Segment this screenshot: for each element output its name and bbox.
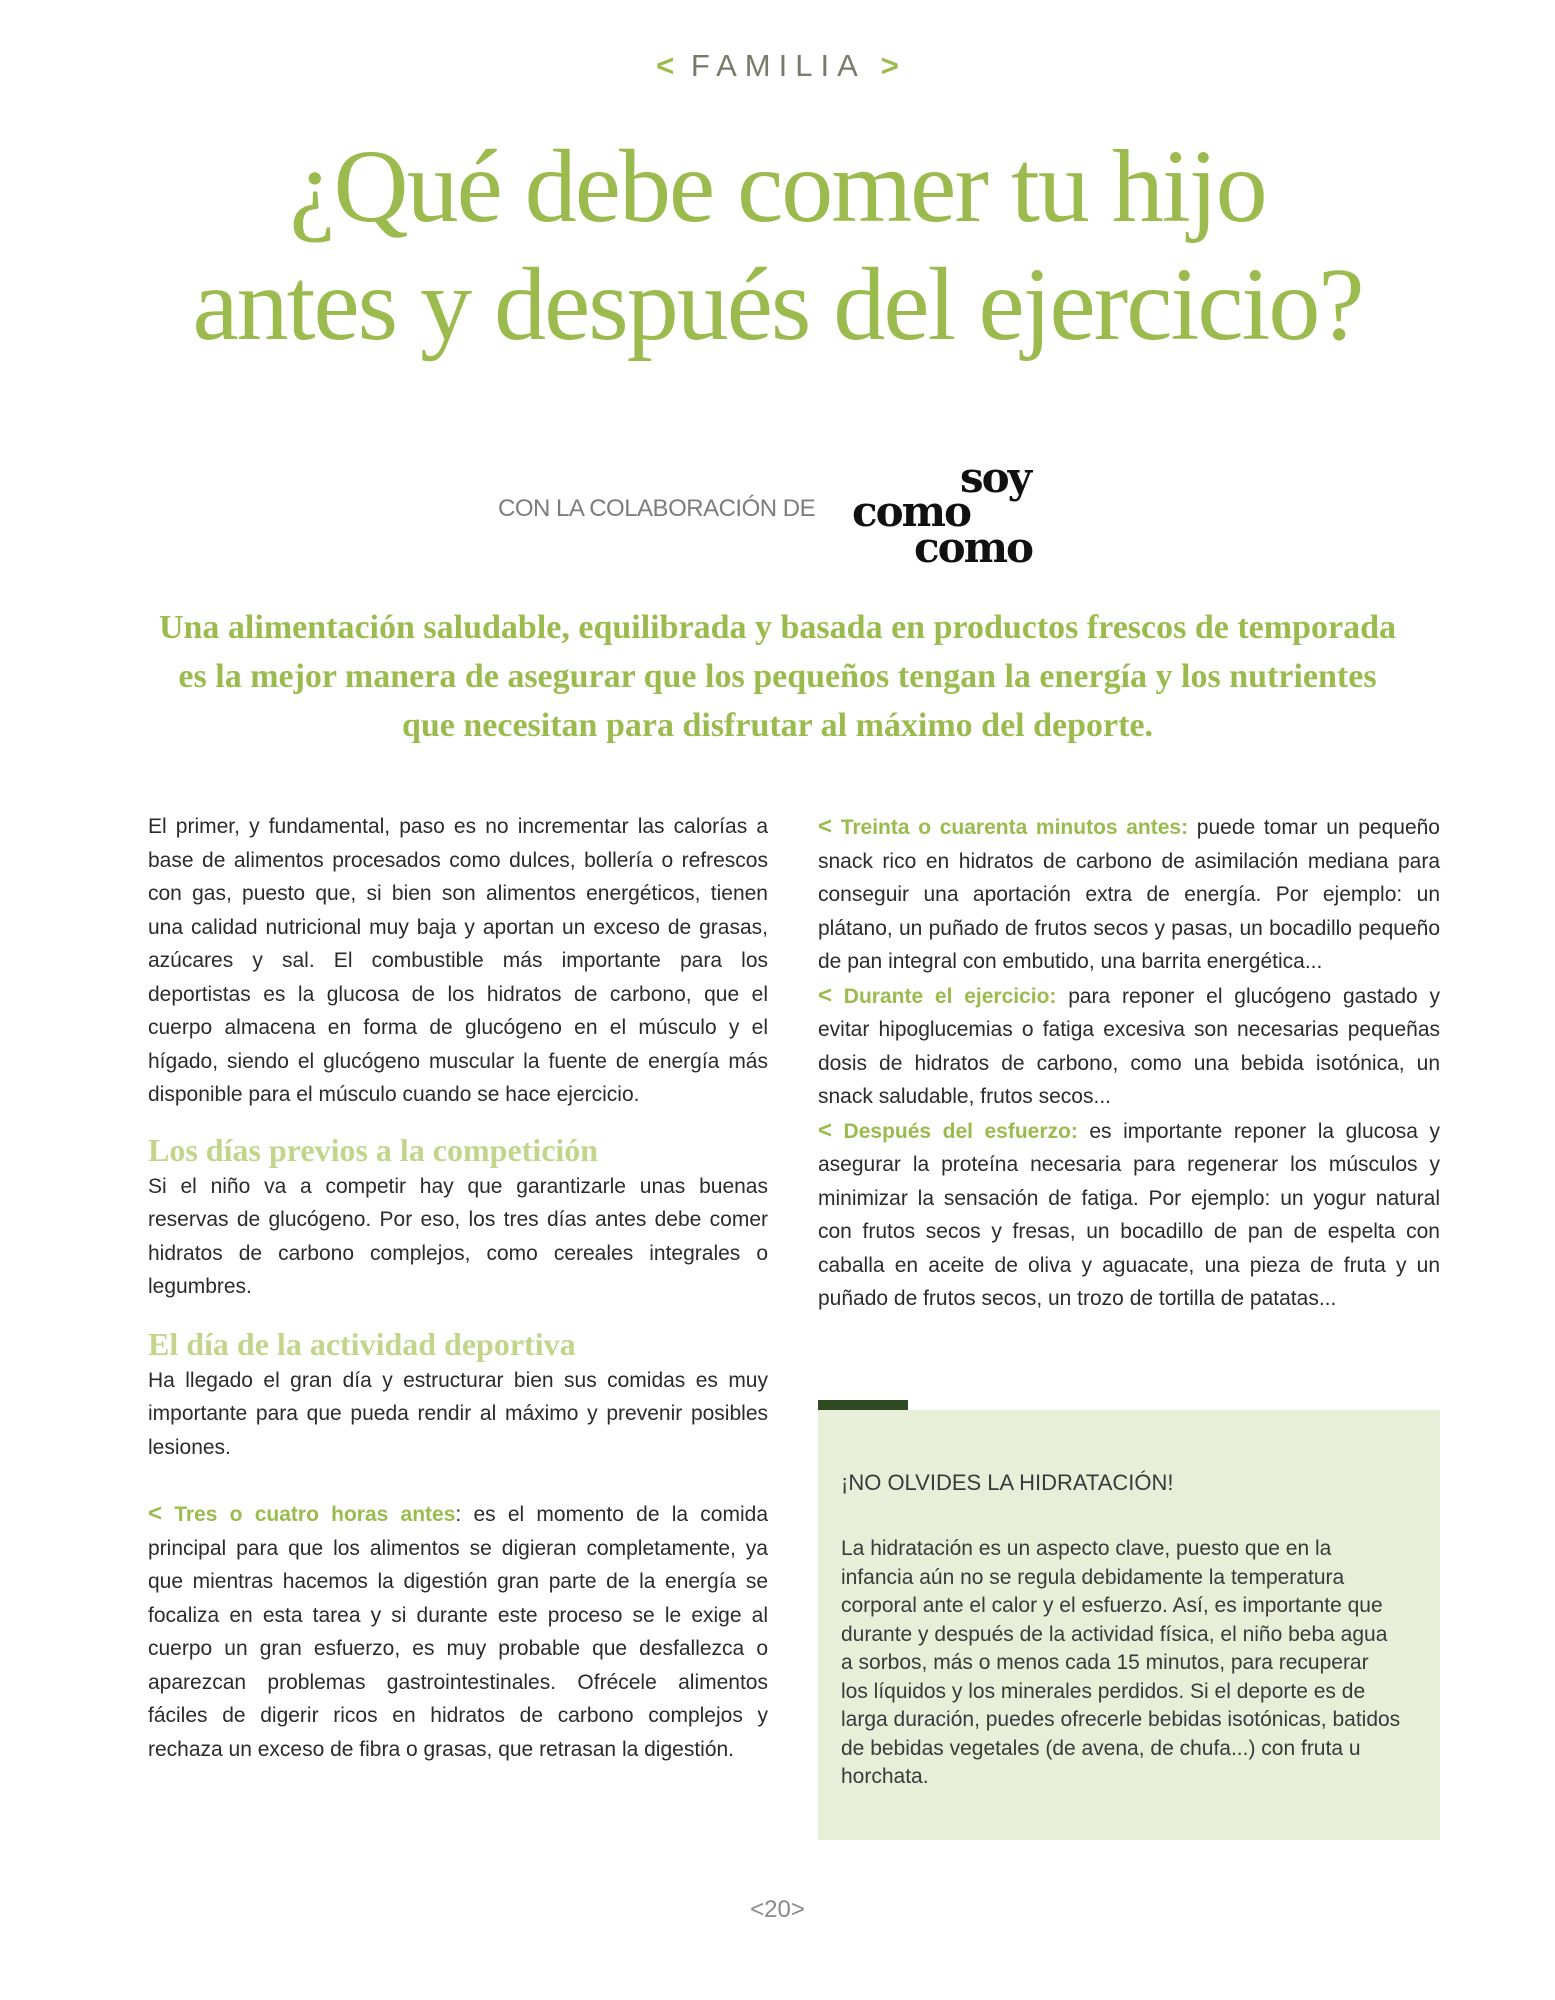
- paragraph-activity-day: Ha llegado el gran día y estructurar bien sus comidas es muy importante para que pueda rendir al máximo y prevenir posibles lesiones.: [148, 1368, 768, 1459]
- title-line-2: antes y después del ejercicio?: [192, 247, 1363, 362]
- box-accent-bar: [818, 1400, 908, 1410]
- lead-paragraph: Una alimentación saludable, equilibrada y basada en productos frescos de temporada es la mejor manera de asegurar que los pequeños tengan la energía y los nutrientes que necesitan para disfrutar al máximo del deporte.: [158, 609, 1397, 744]
- chevron-left-icon: <: [750, 1896, 765, 1923]
- box-text: La hidratación es un aspecto clave, puesto que en la infancia aún no se regula debidamente la temperatura corporal ante el calor y el esfuerzo. Así, es importante que durante y después de la actividad física, el niño beba agua a sorbos, más o menos cada 15 minutos, para recuperar los líquidos y los minerales perdidos. Si el deporte es de larga duración, puedes ofrecerle bebidas isotónicas, batidos de bebidas vegetales (de avena, de chufa...) con fruta u horchata.: [841, 1537, 1401, 1788]
- chevron-right-icon: >: [880, 48, 899, 83]
- page-number-value: 20: [764, 1896, 791, 1923]
- item-label: Tres o cuatro horas antes: [174, 1503, 456, 1526]
- chevron-left-icon: <: [818, 981, 833, 1009]
- intro-paragraph: El primer, y fundamental, paso es no incrementar las calorías a base de alimentos procesados como dulces, bollería o refrescos con gas, puesto que, si bien son alimentos energéticos, tienen una calidad nutricional muy baja y aportan un exceso de grasas, azúcares y sal. El combustible más importante para los deportistas es la glucosa de los hidratos de carbono, que el cuerpo almacena en forma de glucógeno en el músculo y el hígado, siendo el glucógeno muscular la fuente de energía más disponible para el músculo cuando se hace ejercicio.: [148, 815, 768, 1106]
- heading-previous-days: Los días previos a la competición: [148, 1131, 599, 1168]
- page-title: [60, 128, 1495, 364]
- item-three-four-hours: [148, 1497, 768, 1766]
- chevron-left-icon: <: [656, 48, 675, 83]
- logo-word-como-1: como: [852, 487, 971, 536]
- item-thirty-minutes: [818, 810, 1440, 979]
- hydration-box: [818, 1410, 1440, 1840]
- logo-word-soy: soy: [960, 453, 1031, 502]
- heading-activity-day: El día de la actividad deportiva: [148, 1325, 576, 1362]
- chevron-left-icon: <: [148, 1500, 163, 1527]
- item-label: Durante el ejercicio:: [843, 984, 1057, 1008]
- paragraph-previous-days: Si el niño va a competir hay que garantizarle unas buenas reservas de glucógeno. Por eso, los tres días antes debe comer hidratos de carbono complejos, como cereales integrales o legumbres.: [148, 1174, 768, 1298]
- title-line-1: ¿Qué debe comer tu hijo: [289, 129, 1266, 244]
- page-number: [0, 1896, 1555, 1924]
- item-after-effort: [818, 1114, 1440, 1316]
- chevron-left-icon: <: [818, 813, 833, 840]
- collaboration: [420, 455, 1140, 575]
- item-label: Después del esfuerzo:: [843, 1119, 1078, 1143]
- logo-word-como-2: como: [914, 523, 1033, 572]
- box-title: ¡NO OLVIDES LA HIDRATACIÓN!: [841, 1470, 1174, 1495]
- chevron-right-icon: >: [790, 1896, 805, 1923]
- chevron-left-icon: <: [818, 1116, 833, 1144]
- right-column: [818, 810, 1440, 1316]
- section-name: FAMILIA: [690, 48, 865, 83]
- section-tag: [0, 48, 1555, 84]
- collaboration-label: CON LA COLABORACIÓN DE: [498, 495, 816, 522]
- left-column: [148, 810, 768, 1766]
- item-text: para reponer el glucógeno gastado y evitar hipoglucemias o fatiga excesiva son necesarias pequeñas dosis de hidratos de carbono, como una bebida isotónica, un snack saludable, frutos secos...: [818, 984, 1440, 1108]
- item-text: : es el momento de la comida principal para que los alimentos se digieran completamente, ya que mientras hacemos la digestión gran parte de la energía se focaliza en esta tarea y si durante este proceso se le exige al cuerpo un gran esfuerzo, es muy probable que desfallezca o aparezcan problemas gastrointestinales. Ofrécele alimentos fáciles de digerir ricos en hidratos de carbono complejos y rechaza un exceso de fibra o grasas, que retrasan la digestión.: [148, 1503, 769, 1761]
- item-text: es importante reponer la glucosa y asegurar la proteína necesaria para regenerar los músculos y minimizar la sensación de fatiga. Por ejemplo: un yogur natural con frutos secos y fresas, un bocadillo de pan de espelta con caballa en aceite de oliva y aguacate, una pieza de fruta y un puñado de frutos secos, un trozo de tortilla de patatas...: [818, 1119, 1441, 1310]
- soycomocomo-logo: [852, 455, 1082, 575]
- item-text: puede tomar un pequeño snack rico en hidratos de carbono de asimilación mediana para conseguir una aportación extra de energía. Por ejemplo: un plátano, un puñado de frutos secos y pasas, un bocadillo pequeño de pan integral con embutido, una barrita energética...: [818, 816, 1440, 973]
- item-label: Treinta o cuarenta minutos antes:: [840, 816, 1189, 839]
- item-during-exercise: [818, 979, 1440, 1114]
